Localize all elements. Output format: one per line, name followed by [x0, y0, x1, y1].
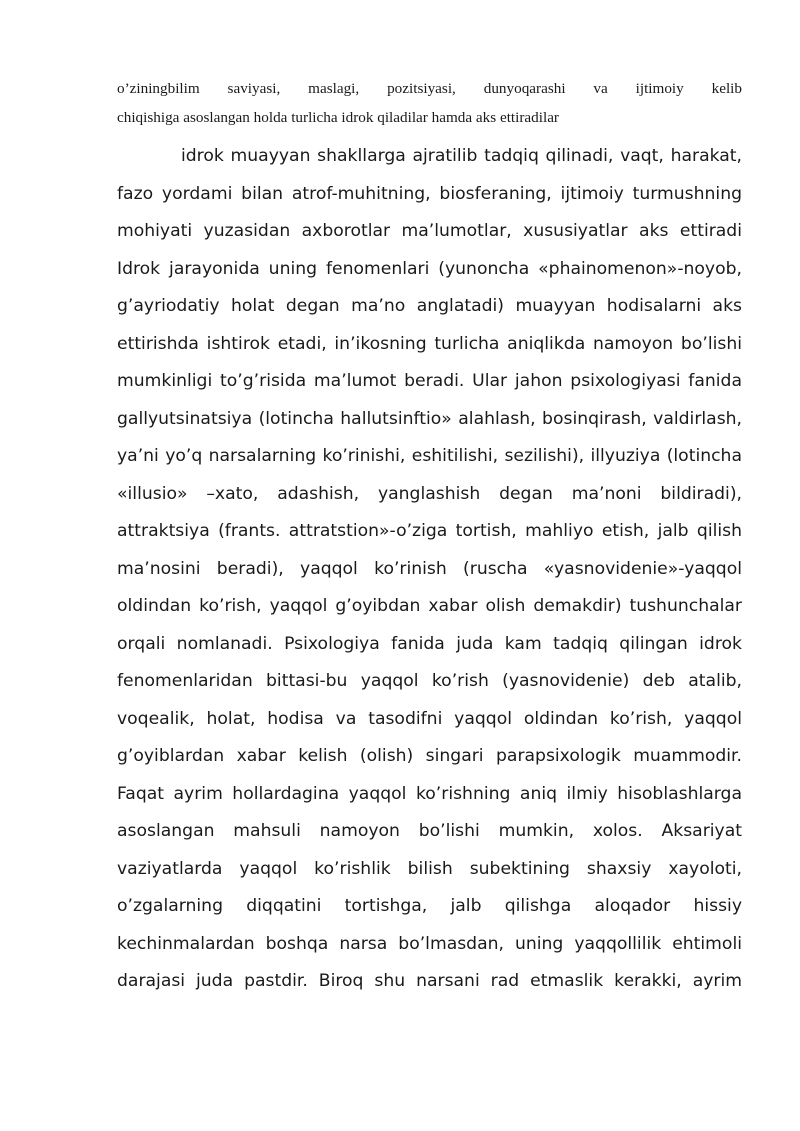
- paragraph-line: ya’ni yo’q narsalarning ko’rinishi, eshitilishi, sezilishi), illyuziya (lotincha: [117, 446, 742, 466]
- paragraph-line: mumkinligi to’g’risida ma’lumot beradi. Ular jahon psixologiyasi fanida: [117, 371, 742, 391]
- intro-paragraph: [117, 74, 742, 132]
- paragraph-line: mohiyati yuzasidan axborotlar ma’lumotlar, xususiyatlar aks ettiradi: [117, 221, 742, 241]
- paragraph-line: fenomenlaridan bittasi-bu yaqqol ko’rish (yasnovidenie) deb atalib,: [117, 671, 742, 691]
- paragraph-line: kechinmalardan boshqa narsa bo’lmasdan, uning yaqqollilik ehtimoli: [117, 933, 742, 954]
- paragraph-line: attraktsiya (frants. attratstion»-o’ziga tortish, mahliyo etish, jalb qilish: [117, 521, 742, 541]
- paragraph-line: ettirishda ishtirok etadi, in’ikosning turlicha aniqlikda namoyon bo’lishi: [117, 333, 742, 354]
- paragraph-line: darajasi juda pastdir. Biroq shu narsani rad etmaslik kerakki, ayrim: [117, 971, 742, 991]
- paragraph-line: asoslangan mahsuli namoyon bo’lishi mumkin, xolos. Aksariyat: [117, 821, 742, 841]
- paragraph-line: idrok muayyan shakllarga ajratilib tadqiq qilinadi, vaqt, harakat,: [181, 146, 742, 166]
- paragraph-line: ma’nosini beradi), yaqqol ko’rinish (ruscha «yasnovidenie»-yaqqol: [117, 558, 742, 579]
- paragraph-line: g’oyiblardan xabar kelish (olish) singari parapsixologik muammodir.: [117, 746, 742, 766]
- paragraph-line: Idrok jarayonida uning fenomenlari (yunoncha «phainomenon»-noyob,: [117, 258, 742, 279]
- paragraph-line: g’ayriodatiy holat degan ma’no anglatadi) muayyan hodisalarni aks: [117, 296, 742, 316]
- paragraph-line: vaziyatlarda yaqqol ko’rishlik bilish subektining shaxsiy xayoloti,: [117, 858, 742, 879]
- paragraph-line: Faqat ayrim hollardagina yaqqol ko’rishning aniq ilmiy hisoblashlarga: [117, 783, 742, 804]
- intro-line: o’ziningbilim saviyasi, maslagi, pozitsiyasi, dunyoqarashi va ijtimoiy kelib: [117, 80, 742, 97]
- paragraph-line: «illusio» –xato, adashish, yanglashish degan ma’noni bildiradi),: [117, 483, 742, 504]
- paragraph-line: voqealik, holat, hodisa va tasodifni yaqqol oldindan ko’rish, yaqqol: [117, 708, 742, 729]
- paragraph-line: gallyutsinatsiya (lotincha hallutsinftio» alahlash, bosinqirash, valdirlash,: [117, 408, 742, 429]
- paragraph-line: o’zgalarning diqqatini tortishga, jalb qilishga aloqador hissiy: [117, 896, 742, 916]
- paragraph-line: fazo yordami bilan atrof-muhitning, biosferaning, ijtimoiy turmushning: [117, 183, 742, 204]
- intro-line: chiqishiga asoslangan holda turlicha idrok qiladilar hamda aks ettiradilar: [117, 109, 559, 126]
- body-paragraph: [117, 138, 742, 1001]
- paragraph-line: oldindan ko’rish, yaqqol g’oyibdan xabar olish demakdir) tushunchalar: [117, 596, 742, 616]
- paragraph-line: orqali nomlanadi. Psixologiya fanida juda kam tadqiq qilingan idrok: [117, 633, 742, 654]
